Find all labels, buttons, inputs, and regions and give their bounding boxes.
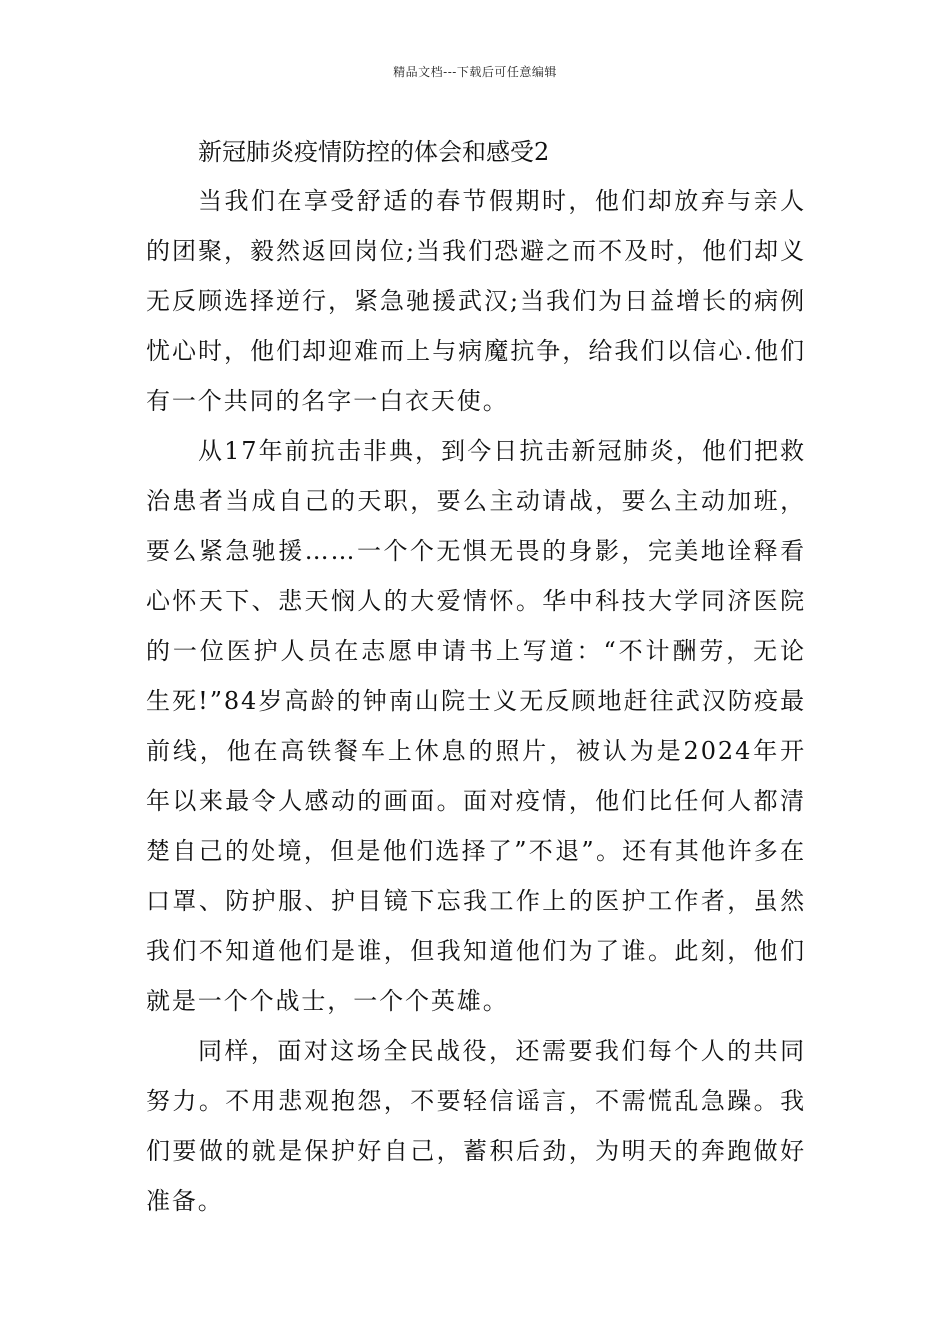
document-body [146, 128, 806, 1226]
header-note: 精品文档---下载后可任意编辑 [393, 65, 557, 79]
document-title: 新冠肺炎疫情防控的体会和感受2 [198, 138, 550, 166]
paragraph-3: 同样，面对这场全民战役，还需要我们每个人的共同努力。不用悲观抱怨，不要轻信谣言，不需慌乱急躁。我们要做的就是保护好自己，蓄积后劲，为明天的奔跑做好准备。 [146, 1037, 806, 1215]
paragraph-1: 当我们在享受舒适的春节假期时，他们却放弃与亲人的团聚，毅然返回岗位;当我们恐避之而不及时，他们却义无反顾选择逆行，紧急驰援武汉;当我们为日益增长的病例忧心时，他们却迎难而上与病魔抗争，给我们以信心.他们有一个共同的名字一白衣天使。 [146, 187, 806, 415]
paragraph-2: 从17年前抗击非典，到今日抗击新冠肺炎，他们把救治患者当成自己的天职，要么主动请战，要么主动加班，要么紧急驰援……一个个无惧无畏的身影，完美地诠释看心怀天下、悲天悯人的大爱情怀。华中科技大学同济医院的一位医护人员在志愿申请书上写道：“不计酬劳，无论生死!”84岁高龄的钟南山院士义无反顾地赶往武汉防疫最前线，他在高铁餐车上休息的照片，被认为是2024年开年以来最令人感动的画面。面对疫情，他们比任何人都清楚自己的处境，但是他们选择了”不退”。还有其他许多在口罩、防护服、护目镜下忘我工作上的医护工作者，虽然我们不知道他们是谁，但我知道他们为了谁。此刻，他们就是一个个战士，一个个英雄。 [146, 437, 806, 1015]
